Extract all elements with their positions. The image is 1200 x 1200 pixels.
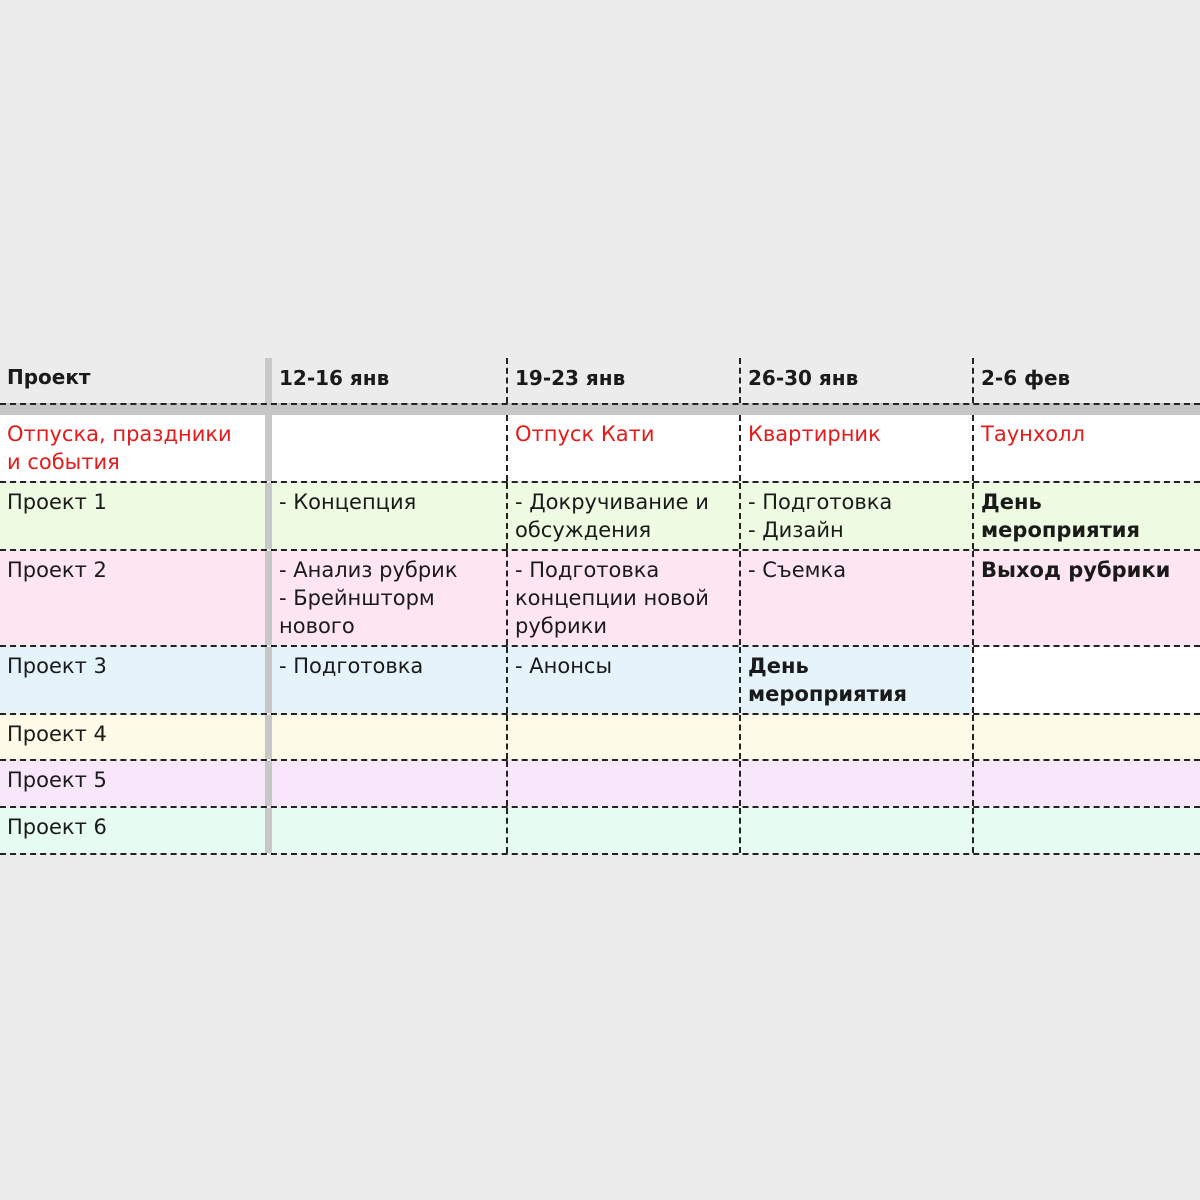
project-6-row bbox=[0, 808, 1200, 855]
project-1-week-4: День мероприятия bbox=[972, 483, 1200, 549]
column-divider bbox=[265, 358, 272, 403]
column-divider bbox=[265, 808, 272, 853]
project-3-row bbox=[0, 647, 1200, 715]
column-divider bbox=[265, 647, 272, 713]
project-5-week-1 bbox=[272, 761, 506, 806]
event-week-2: Отпуск Кати bbox=[506, 415, 739, 481]
row-label-project-1: Проект 1 bbox=[0, 483, 265, 549]
project-1-week-3: - Подготовка - Дизайн bbox=[739, 483, 972, 549]
project-1-row bbox=[0, 483, 1200, 551]
header-project: Проект bbox=[7, 365, 91, 389]
project-2-week-3: - Съемка bbox=[739, 551, 972, 645]
project-4-week-3 bbox=[739, 715, 972, 759]
row-label-project-2: Проект 2 bbox=[0, 551, 265, 645]
header-week-2: 19-23 янв bbox=[506, 358, 739, 403]
row-label-project-4: Проект 4 bbox=[0, 715, 265, 759]
project-4-row bbox=[0, 715, 1200, 761]
column-divider bbox=[265, 415, 272, 481]
project-1-week-2: - Докручивание и обсуждения bbox=[506, 483, 739, 549]
project-1-week-1: - Концепция bbox=[272, 483, 506, 549]
column-divider bbox=[265, 551, 272, 645]
row-label-project-6: Проект 6 bbox=[0, 808, 265, 853]
schedule-table bbox=[0, 358, 1200, 855]
project-3-week-2: - Анонсы bbox=[506, 647, 739, 713]
project-6-week-1 bbox=[272, 808, 506, 853]
project-3-week-4 bbox=[972, 647, 1200, 713]
row-label-project-3: Проект 3 bbox=[0, 647, 265, 713]
project-2-week-1: - Анализ рубрик - Брейншторм нового bbox=[272, 551, 506, 645]
row-label-events: Отпуска, праздники и события bbox=[0, 415, 265, 481]
project-4-week-2 bbox=[506, 715, 739, 759]
project-2-row bbox=[0, 551, 1200, 647]
project-5-week-2 bbox=[506, 761, 739, 806]
project-6-week-3 bbox=[739, 808, 972, 853]
header-week-1: 12-16 янв bbox=[279, 366, 390, 390]
project-5-week-4 bbox=[972, 761, 1200, 806]
header-week-4: 2-6 фев bbox=[972, 358, 1200, 403]
row-label-project-5: Проект 5 bbox=[0, 761, 265, 806]
event-week-4: Таунхолл bbox=[972, 415, 1200, 481]
project-3-week-3: День мероприятия bbox=[739, 647, 972, 713]
project-4-week-4 bbox=[972, 715, 1200, 759]
project-3-week-1: - Подготовка bbox=[272, 647, 506, 713]
project-6-week-2 bbox=[506, 808, 739, 853]
column-divider bbox=[265, 761, 272, 806]
project-2-week-4: Выход рубрики bbox=[972, 551, 1200, 645]
header-week-3: 26-30 янв bbox=[739, 358, 972, 403]
event-week-1 bbox=[272, 415, 506, 481]
header-row bbox=[0, 358, 1200, 403]
project-2-week-2: - Подготовка концепции новой рубрики bbox=[506, 551, 739, 645]
project-5-week-3 bbox=[739, 761, 972, 806]
events-row bbox=[0, 415, 1200, 483]
project-4-week-1 bbox=[272, 715, 506, 759]
column-divider bbox=[265, 483, 272, 549]
header-rule bbox=[0, 403, 1200, 415]
project-6-week-4 bbox=[972, 808, 1200, 853]
column-divider bbox=[265, 715, 272, 759]
event-week-3: Квартирник bbox=[739, 415, 972, 481]
project-5-row bbox=[0, 761, 1200, 808]
